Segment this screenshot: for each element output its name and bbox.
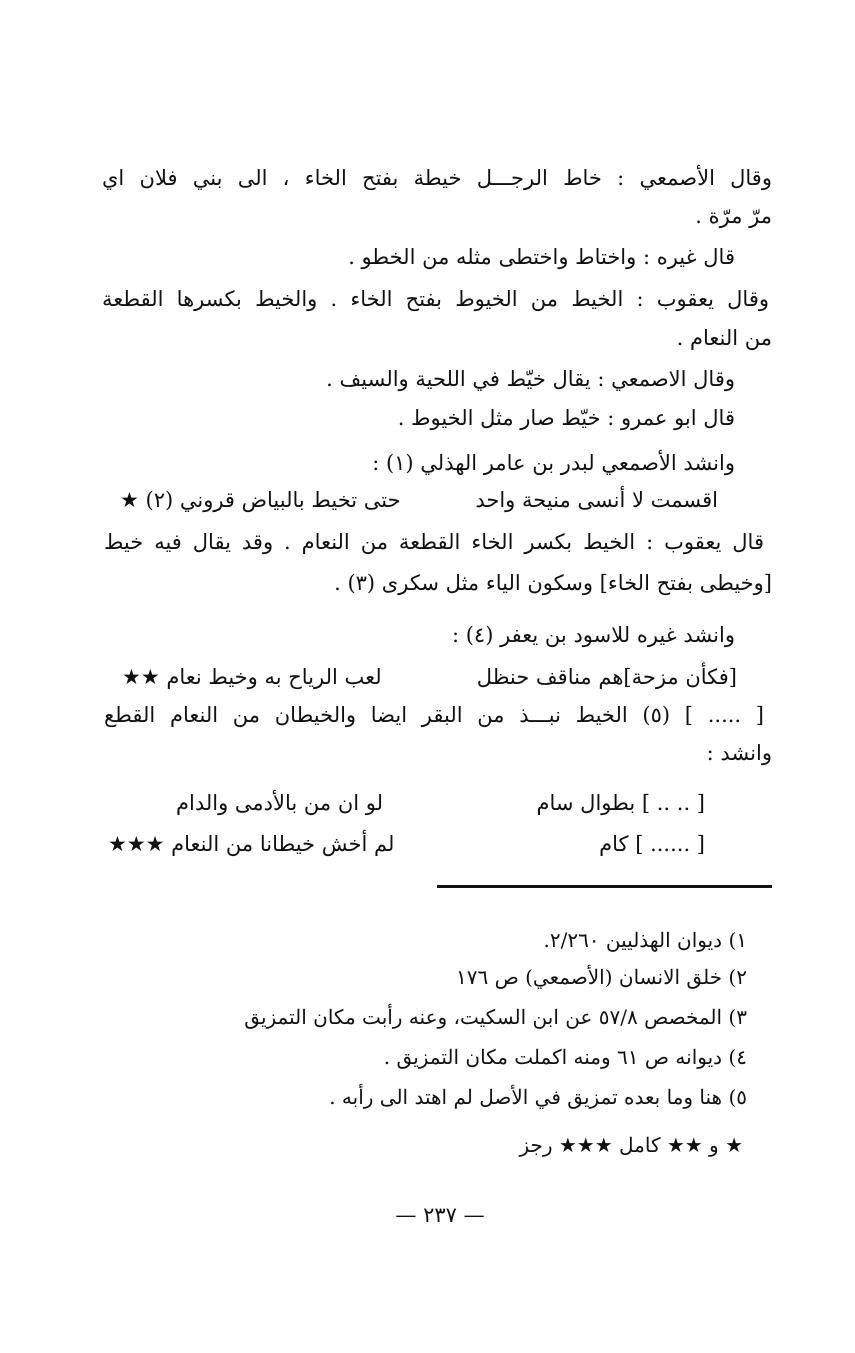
footnote-5: ٥) هنا وما بعده تمزيق في الأصل لم اهتد الى رأبه . bbox=[329, 1085, 747, 1109]
page-number: — ٢٣٧ — bbox=[395, 1203, 485, 1227]
text-line-10: [وخيطى بفتح الخاء] وسكون الياء مثل سكرى (٣) . bbox=[334, 571, 772, 595]
text-line-6: وقال الاصمعي : يقال خيّط في اللحية والسيف . bbox=[326, 367, 735, 391]
text-line-8: وانشد الأصمعي لبدر بن عامر الهذلي (١) : bbox=[372, 451, 735, 475]
text-line-13: وانشد : bbox=[706, 741, 772, 765]
text-line-12: [ ..... ] (٥) الخيط نبـــذ من البقر ايضا والخيطان من النعام القطع bbox=[104, 703, 764, 727]
verse-4-first-hemistich: [ ...... ] كام bbox=[599, 832, 705, 856]
verse-3-first-hemistich: [ .. .. ] بطوال سام bbox=[536, 791, 705, 815]
verse-2-second-hemistich: لعب الرياح به وخيط نعام ★★ bbox=[122, 665, 382, 689]
verse-2-first-hemistich: [فكأن مزحة]هم مناقف حنظل bbox=[476, 665, 737, 689]
text-line-9: قال يعقوب : الخيط بكسر الخاء القطعة من النعام . وقد يقال فيه خيط bbox=[104, 530, 764, 554]
footnote-4: ٤) ديوانه ص ٦١ ومنه اكملت مكان التمزيق . bbox=[383, 1045, 747, 1069]
text-line-2: مرّ مرّة . bbox=[695, 204, 772, 228]
text-line-3: قال غيره : واختاط واختطى مثله من الخطو . bbox=[348, 245, 735, 269]
text-line-5: من النعام . bbox=[676, 326, 772, 350]
text-line-7: قال ابو عمرو : خيّط صار مثل الخيوط . bbox=[397, 406, 735, 430]
footnote-2: ٢) خلق الانسان (الأصمعي) ص ١٧٦ bbox=[455, 965, 747, 989]
verse-4-second-hemistich: لم أخش خيطانا من النعام ★★★ bbox=[108, 832, 395, 856]
meter-key: ★ و ★★ كامل ★★★ رجز bbox=[519, 1133, 743, 1157]
footnote-separator bbox=[437, 885, 772, 888]
text-line-11: وانشد غيره للاسود بن يعفر (٤) : bbox=[451, 623, 735, 647]
text-line-1: وقال الأصمعي : خاط الرجـــل خيطة بفتح الخاء ، الى بني فلان اي bbox=[102, 166, 772, 190]
text-line-4: وقال يعقوب : الخيط من الخيوط بفتح الخاء . والخيط بكسرها القطعة bbox=[102, 287, 769, 311]
footnote-3: ٣) المخصص ٥٧/٨ عن ابن السكيت، وعنه رأبت مكان التمزيق bbox=[244, 1005, 747, 1029]
footnote-1: ١) ديوان الهذليين ٢/٢٦٠. bbox=[543, 928, 747, 952]
verse-1-first-hemistich: اقسمت لا أنسى منيحة واحد bbox=[475, 488, 718, 512]
verse-3-second-hemistich: لو ان من بالأدمى والدام bbox=[176, 791, 383, 815]
verse-1-second-hemistich: حتى تخيط بالبياض قروني (٢) ★ bbox=[120, 488, 401, 512]
